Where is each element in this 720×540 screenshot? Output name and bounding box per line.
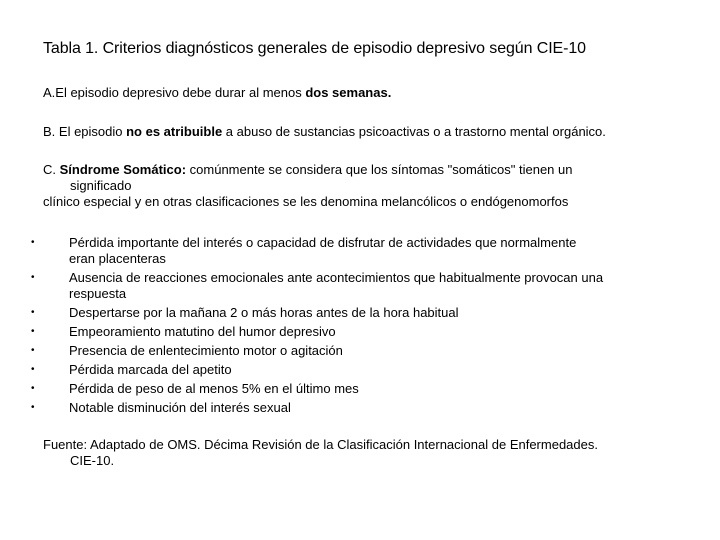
table-title: Tabla 1. Criterios diagnósticos generales de episodio depresivo según CIE-10 — [43, 40, 586, 57]
symptom-item — [31, 362, 603, 378]
criterion-c-line1: comúnmente se considera que los síntomas "somáticos" tienen un — [186, 162, 573, 177]
symptom-text-continued: respuesta — [69, 286, 127, 301]
bullet-icon: • — [31, 326, 35, 337]
symptom-item — [31, 305, 603, 321]
symptom-item — [31, 343, 603, 359]
symptom-text: Pérdida de peso de al menos 5% en el último mes — [69, 381, 359, 396]
symptom-item — [31, 400, 603, 416]
source-note — [43, 437, 598, 469]
bullet-icon: • — [31, 307, 35, 318]
symptom-item — [31, 235, 603, 267]
symptom-text: Ausencia de reacciones emocionales ante acontecimientos que habitualmente provocan una — [69, 270, 604, 285]
bullet-icon: • — [31, 345, 35, 356]
bullet-icon: • — [31, 402, 35, 413]
symptom-text: Pérdida importante del interés o capacidad de disfrutar de actividades que normalmente — [69, 235, 577, 250]
criterion-a — [43, 85, 391, 101]
criterion-a-bold: dos semanas. — [305, 85, 392, 100]
criterion-c-bold: Síndrome Somático: — [59, 162, 187, 177]
bullet-icon: • — [31, 383, 35, 394]
criterion-b-suffix: a abuso de sustancias psicoactivas o a trastorno mental orgánico. — [222, 124, 606, 139]
bullet-icon: • — [31, 364, 35, 375]
symptom-text: Presencia de enlentecimiento motor o agitación — [69, 343, 343, 358]
criterion-c — [43, 162, 572, 210]
symptom-text: Empeoramiento matutino del humor depresivo — [69, 324, 336, 339]
symptom-item — [31, 270, 603, 302]
symptom-text: Notable disminución del interés sexual — [69, 400, 291, 415]
symptom-text: Despertarse por la mañana 2 o más horas antes de la hora habitual — [69, 305, 459, 320]
source-line2: CIE-10. — [70, 453, 115, 468]
symptom-text: Pérdida marcada del apetito — [69, 362, 232, 377]
symptom-text-continued: eran placenteras — [69, 251, 166, 266]
bullet-icon: • — [31, 272, 35, 283]
symptom-item — [31, 324, 603, 340]
criterion-b-bold: no es atribuible — [126, 124, 223, 139]
criterion-c-line3: clínico especial y en otras clasificaciones se les denomina melancólicos o endógenomorfos — [43, 194, 569, 209]
criterion-c-prefix: C. — [43, 162, 60, 177]
symptom-item — [31, 381, 603, 397]
symptom-list — [31, 235, 603, 419]
criterion-b-prefix: B. El episodio — [43, 124, 127, 139]
bullet-icon: • — [31, 237, 35, 248]
criterion-c-line2: significado — [70, 178, 132, 193]
criterion-b — [43, 124, 606, 140]
source-line1: Fuente: Adaptado de OMS. Décima Revisión de la Clasificación Internacional de Enfermedades. — [43, 437, 598, 452]
criterion-a-text: A.El episodio depresivo debe durar al menos — [43, 85, 306, 100]
